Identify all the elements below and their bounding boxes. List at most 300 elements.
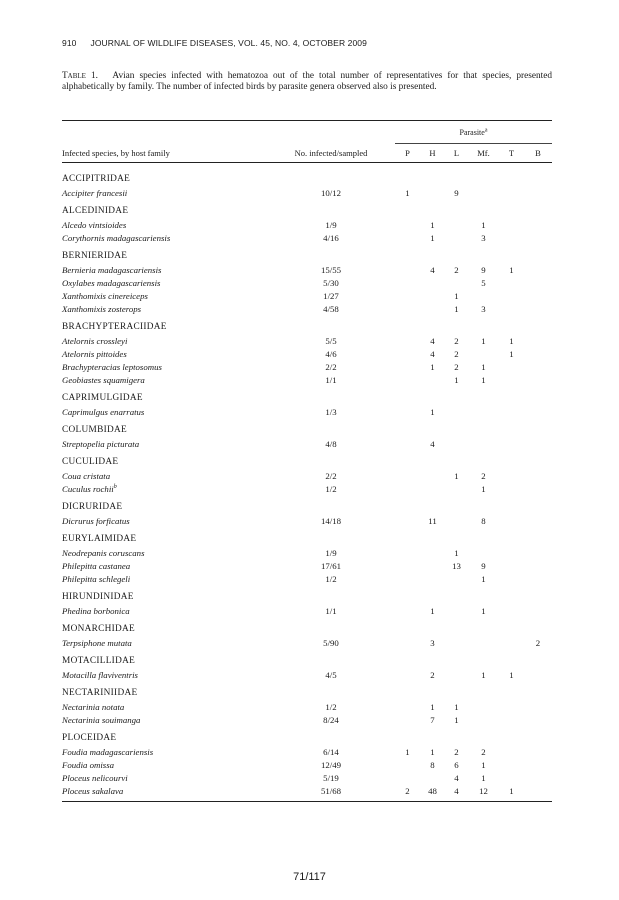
count-h: 8: [430, 759, 435, 770]
infected-sampled: 6/14: [323, 746, 339, 757]
table-row: [62, 437, 552, 450]
table-row: [62, 469, 552, 482]
journal-title: JOURNAL OF WILDLIFE DISEASES, VOL. 45, NO. 4, OCTOBER 2009: [90, 38, 367, 48]
count-p: [395, 771, 420, 784]
table-row: [62, 572, 552, 585]
count-t: [499, 289, 524, 302]
family-name: EURYLAIMIDAE: [62, 534, 137, 544]
count-h: 4: [430, 335, 435, 346]
family-name: CUCULIDAE: [62, 457, 119, 467]
count-h: [420, 771, 445, 784]
count-h: 2: [430, 669, 435, 680]
parasite-col-l: L: [445, 144, 468, 163]
count-l: [445, 514, 468, 527]
count-l: 2: [454, 264, 459, 275]
count-mf: 1: [481, 772, 486, 783]
species-name: Dicrurus forficatus: [62, 515, 130, 526]
count-column-header: No. infected/sampled: [267, 144, 395, 163]
count-t: [499, 572, 524, 585]
species-name: Nectarinia souimanga: [62, 714, 141, 725]
count-l: 1: [454, 714, 459, 725]
count-t: [499, 546, 524, 559]
count-mf: 1: [481, 361, 486, 372]
family-row: [62, 386, 552, 405]
count-l: 1: [454, 547, 459, 558]
count-b: [524, 405, 552, 418]
count-t: [499, 482, 524, 495]
count-l: [445, 572, 468, 585]
infected-sampled: 1/1: [325, 374, 337, 385]
family-row: [62, 681, 552, 700]
page-number: 910: [62, 38, 77, 48]
count-t: [499, 302, 524, 315]
count-mf: [468, 437, 499, 450]
family-name: COLUMBIDAE: [62, 425, 127, 435]
infected-sampled: 1/2: [325, 701, 337, 712]
count-t: 1: [509, 785, 514, 796]
species-name: Geobiastes squamigera: [62, 374, 145, 385]
count-p: [395, 604, 420, 617]
count-mf: 1: [481, 374, 486, 385]
family-name: HIRUNDINIDAE: [62, 592, 134, 602]
family-name: MONARCHIDAE: [62, 624, 136, 634]
count-h: 11: [428, 515, 437, 526]
count-p: [395, 758, 420, 771]
table-row: [62, 559, 552, 572]
species-name: Nectarinia notata: [62, 701, 125, 712]
count-h: [420, 289, 445, 302]
table-row: [62, 636, 552, 649]
count-mf: 2: [481, 470, 486, 481]
table-row: [62, 334, 552, 347]
count-l: [445, 604, 468, 617]
count-p: [395, 263, 420, 276]
parasite-col-p: P: [395, 144, 420, 163]
infected-sampled: 1/3: [325, 406, 337, 417]
count-t: [499, 405, 524, 418]
count-mf: 3: [481, 303, 486, 314]
family-row: [62, 527, 552, 546]
family-name: ALCEDINIDAE: [62, 206, 129, 216]
infected-sampled: 15/55: [320, 264, 342, 275]
count-l: 4: [454, 785, 459, 796]
count-l: [445, 668, 468, 681]
count-h: [420, 302, 445, 315]
species-name: Corythornis madagascariensis: [62, 232, 171, 243]
count-t: [499, 276, 524, 289]
count-l: 6: [454, 759, 459, 770]
count-h: 1: [430, 406, 435, 417]
count-l: 13: [452, 560, 461, 571]
table-row: [62, 482, 552, 495]
count-b: [524, 347, 552, 360]
infected-sampled: 5/30: [323, 277, 339, 288]
infected-sampled: 2/2: [325, 361, 337, 372]
species-name: Philepitta castanea: [62, 560, 131, 571]
count-t: 1: [509, 335, 514, 346]
family-row: [62, 649, 552, 668]
count-l: [445, 276, 468, 289]
species-column-header: Infected species, by host family: [62, 144, 267, 163]
count-p: [395, 437, 420, 450]
count-b: [524, 289, 552, 302]
infected-sampled: 14/18: [320, 515, 342, 526]
count-h: 4: [430, 438, 435, 449]
infected-sampled: 4/5: [325, 669, 337, 680]
count-t: [499, 700, 524, 713]
count-b: [524, 276, 552, 289]
count-t: [499, 469, 524, 482]
count-l: [445, 437, 468, 450]
infected-sampled: 2/2: [325, 470, 337, 481]
infected-sampled: 1/9: [325, 219, 337, 230]
species-name: Phedina borbonica: [62, 605, 130, 616]
count-p: 1: [405, 746, 410, 757]
count-b: [524, 771, 552, 784]
species-name: Atelornis crossleyi: [62, 335, 128, 346]
count-p: [395, 276, 420, 289]
count-b: [524, 668, 552, 681]
count-b: [524, 559, 552, 572]
table-row: [62, 546, 552, 559]
table-row: [62, 373, 552, 386]
family-row: [62, 244, 552, 263]
infected-sampled: 5/5: [325, 335, 337, 346]
count-mf: 2: [481, 746, 486, 757]
count-t: [499, 604, 524, 617]
count-h: 1: [430, 219, 435, 230]
species-name: Terpsiphone mutata: [62, 637, 132, 648]
infected-sampled: 12/49: [320, 759, 342, 770]
count-h: 4: [430, 264, 435, 275]
family-row: [62, 726, 552, 745]
infected-sampled: 5/90: [323, 637, 339, 648]
species-name: Xanthomixis cinereiceps: [62, 290, 148, 301]
count-b: [524, 373, 552, 386]
table-row: [62, 289, 552, 302]
species-name: Philepitta schlegeli: [62, 573, 131, 584]
family-name: DICRURIDAE: [62, 502, 123, 512]
parasite-col-b: B: [524, 144, 552, 163]
count-mf: 1: [481, 219, 486, 230]
count-l: [445, 482, 468, 495]
species-name: Brachypteracias leptosomus: [62, 361, 162, 372]
footnote-marker: b: [113, 483, 117, 490]
infected-sampled: 17/61: [320, 560, 342, 571]
count-b: [524, 360, 552, 373]
count-p: [395, 360, 420, 373]
table-row: [62, 302, 552, 315]
count-t: 1: [509, 348, 514, 359]
family-row: [62, 199, 552, 218]
species-name: Coua cristata: [62, 470, 111, 481]
count-t: [499, 758, 524, 771]
count-l: 9: [454, 187, 459, 198]
count-mf: 9: [481, 264, 486, 275]
family-name: CAPRIMULGIDAE: [62, 393, 143, 403]
infected-sampled: 51/68: [320, 785, 342, 796]
count-l: 4: [454, 772, 459, 783]
species-name: Ploceus nelicourvi: [62, 772, 128, 783]
count-t: [499, 437, 524, 450]
count-p: [395, 482, 420, 495]
count-t: [499, 218, 524, 231]
count-b: [524, 604, 552, 617]
count-p: [395, 559, 420, 572]
species-name: Neodrepanis coruscans: [62, 547, 145, 558]
count-mf: 5: [481, 277, 486, 288]
table-row: [62, 668, 552, 681]
family-row: [62, 315, 552, 334]
count-b: [524, 437, 552, 450]
count-b: [524, 713, 552, 726]
count-t: [499, 373, 524, 386]
count-p: [395, 373, 420, 386]
count-h: 1: [430, 232, 435, 243]
count-b: [524, 572, 552, 585]
table-row: [62, 405, 552, 418]
count-p: [395, 636, 420, 649]
count-p: [395, 405, 420, 418]
count-l: 1: [454, 303, 459, 314]
count-t: [499, 636, 524, 649]
table-row: [62, 713, 552, 726]
count-mf: [468, 186, 499, 199]
count-b: [524, 482, 552, 495]
count-p: [395, 347, 420, 360]
count-mf: [468, 636, 499, 649]
count-mf: 12: [479, 785, 488, 796]
count-mf: [468, 700, 499, 713]
count-mf: 1: [481, 669, 486, 680]
count-p: [395, 231, 420, 244]
caption-text: Avian species infected with hematozoa out of the total number of representatives for that species, presented alphabetically by family. The number of infected birds by parasite genera observed also is presented.: [62, 71, 552, 93]
table-row: [62, 276, 552, 289]
count-l: [445, 636, 468, 649]
species-name: Accipiter francesii: [62, 187, 128, 198]
infected-sampled: 4/58: [323, 303, 339, 314]
table-row: [62, 186, 552, 199]
count-mf: 1: [481, 483, 486, 494]
infected-sampled: 1/9: [325, 547, 337, 558]
count-b: [524, 745, 552, 758]
table-body: [62, 167, 552, 797]
species-name: Cuculus rochii$^b$: [62, 483, 117, 494]
table-row: [62, 514, 552, 527]
count-b: [524, 514, 552, 527]
count-b: [524, 218, 552, 231]
infected-sampled: 1/27: [323, 290, 339, 301]
count-h: [420, 276, 445, 289]
count-mf: [468, 713, 499, 726]
family-name: BRACHYPTERACIIDAE: [62, 322, 167, 332]
count-b: [524, 334, 552, 347]
count-b: [524, 784, 552, 797]
count-mf: 1: [481, 335, 486, 346]
count-mf: [468, 289, 499, 302]
infected-sampled: 10/12: [320, 187, 342, 198]
count-mf: 1: [481, 605, 486, 616]
count-b: [524, 758, 552, 771]
count-h: [420, 469, 445, 482]
running-header: [62, 38, 367, 48]
count-t: [499, 559, 524, 572]
table-row: [62, 231, 552, 244]
count-b: [524, 231, 552, 244]
table-row: [62, 784, 552, 797]
count-t: [499, 771, 524, 784]
family-name: NECTARINIIDAE: [62, 688, 138, 698]
count-b: [524, 546, 552, 559]
infected-sampled: 4/16: [323, 232, 339, 243]
count-t: [499, 745, 524, 758]
parasite-group-header: Parasite$^a$: [395, 121, 552, 144]
species-name: Alcedo vintsioides: [62, 219, 127, 230]
count-h: 4: [430, 348, 435, 359]
count-t: [499, 713, 524, 726]
species-name: Caprimulgus enarratus: [62, 406, 145, 417]
table-row: [62, 263, 552, 276]
family-row: [62, 167, 552, 186]
count-l: 1: [454, 374, 459, 385]
count-t: [499, 360, 524, 373]
count-h: [420, 559, 445, 572]
count-h: [420, 373, 445, 386]
count-p: [395, 302, 420, 315]
table-row: [62, 604, 552, 617]
family-name: PLOCEIDAE: [62, 733, 117, 743]
count-t: 1: [509, 669, 514, 680]
count-b: 2: [535, 637, 541, 648]
count-b: [524, 302, 552, 315]
count-l: 2: [454, 746, 459, 757]
table-label: Table 1.: [62, 71, 98, 81]
count-mf: [468, 405, 499, 418]
family-row: [62, 418, 552, 437]
count-p: [395, 713, 420, 726]
count-mf: 8: [481, 515, 486, 526]
count-b: [524, 469, 552, 482]
count-h: 48: [428, 785, 437, 796]
count-b: [524, 186, 552, 199]
infected-sampled: 4/6: [325, 348, 337, 359]
count-b: [524, 263, 552, 276]
count-mf: [468, 347, 499, 360]
count-h: 1: [430, 361, 435, 372]
species-name: Streptopelia picturata: [62, 438, 140, 449]
species-name: Oxylabes madagascariensis: [62, 277, 161, 288]
family-row: [62, 585, 552, 604]
table-row: [62, 360, 552, 373]
count-h: 1: [430, 746, 435, 757]
species-name: Xanthomixis zosterops: [62, 303, 142, 314]
count-p: [395, 289, 420, 302]
count-p: [395, 668, 420, 681]
family-name: BERNIERIDAE: [62, 251, 128, 261]
count-h: 1: [430, 605, 435, 616]
species-name: Foudia madagascariensis: [62, 746, 154, 757]
table-row: [62, 218, 552, 231]
count-l: 1: [454, 701, 459, 712]
table-row: [62, 758, 552, 771]
count-mf: 3: [481, 232, 486, 243]
count-p: [395, 546, 420, 559]
count-p: [395, 469, 420, 482]
table-row: [62, 347, 552, 360]
infected-sampled: 1/2: [325, 573, 337, 584]
family-name: ACCIPITRIDAE: [62, 174, 131, 184]
family-row: [62, 617, 552, 636]
infected-sampled: 8/24: [323, 714, 339, 725]
count-l: 2: [454, 335, 459, 346]
count-p: 2: [405, 785, 410, 796]
count-b: [524, 700, 552, 713]
count-h: [420, 482, 445, 495]
table-row: [62, 700, 552, 713]
count-h: 3: [430, 637, 435, 648]
count-p: [395, 218, 420, 231]
count-h: [420, 572, 445, 585]
parasite-col-t: T: [499, 144, 524, 163]
parasite-col-mf: Mf.: [468, 144, 499, 163]
family-row: [62, 495, 552, 514]
table-row: [62, 745, 552, 758]
infected-sampled: 5/19: [323, 772, 339, 783]
count-p: [395, 700, 420, 713]
count-t: [499, 231, 524, 244]
parasite-col-h: H: [420, 144, 445, 163]
species-name: Foudia omissa: [62, 759, 115, 770]
count-l: 1: [454, 290, 459, 301]
footnote-marker: a: [484, 126, 488, 133]
count-l: 2: [454, 361, 459, 372]
species-name: Motacilla flaviventris: [62, 669, 138, 680]
hematozoa-table: [62, 120, 552, 802]
infected-sampled: 1/1: [325, 605, 337, 616]
count-p: [395, 334, 420, 347]
count-h: [420, 186, 445, 199]
count-l: [445, 218, 468, 231]
count-t: [499, 186, 524, 199]
count-mf: 1: [481, 759, 486, 770]
count-l: 1: [454, 470, 459, 481]
table-row: [62, 771, 552, 784]
species-name: Bernieria madagascariensis: [62, 264, 162, 275]
count-h: 7: [430, 714, 435, 725]
infected-sampled: 4/8: [325, 438, 337, 449]
count-l: 2: [454, 348, 459, 359]
species-name: Ploceus sakalava: [62, 785, 124, 796]
infected-sampled: 1/2: [325, 483, 337, 494]
count-h: 1: [430, 701, 435, 712]
count-l: [445, 405, 468, 418]
count-t: 1: [509, 264, 514, 275]
species-name: Atelornis pittoides: [62, 348, 127, 359]
count-mf: 1: [481, 573, 486, 584]
family-row: [62, 450, 552, 469]
page-counter: 71/117: [293, 871, 326, 883]
count-mf: 9: [481, 560, 486, 571]
count-p: [395, 514, 420, 527]
count-p: 1: [405, 187, 410, 198]
family-name: MOTACILLIDAE: [62, 656, 136, 666]
count-l: [445, 231, 468, 244]
count-mf: [468, 546, 499, 559]
count-t: [499, 514, 524, 527]
count-p: [395, 572, 420, 585]
table-caption: [62, 71, 552, 94]
count-h: [420, 546, 445, 559]
